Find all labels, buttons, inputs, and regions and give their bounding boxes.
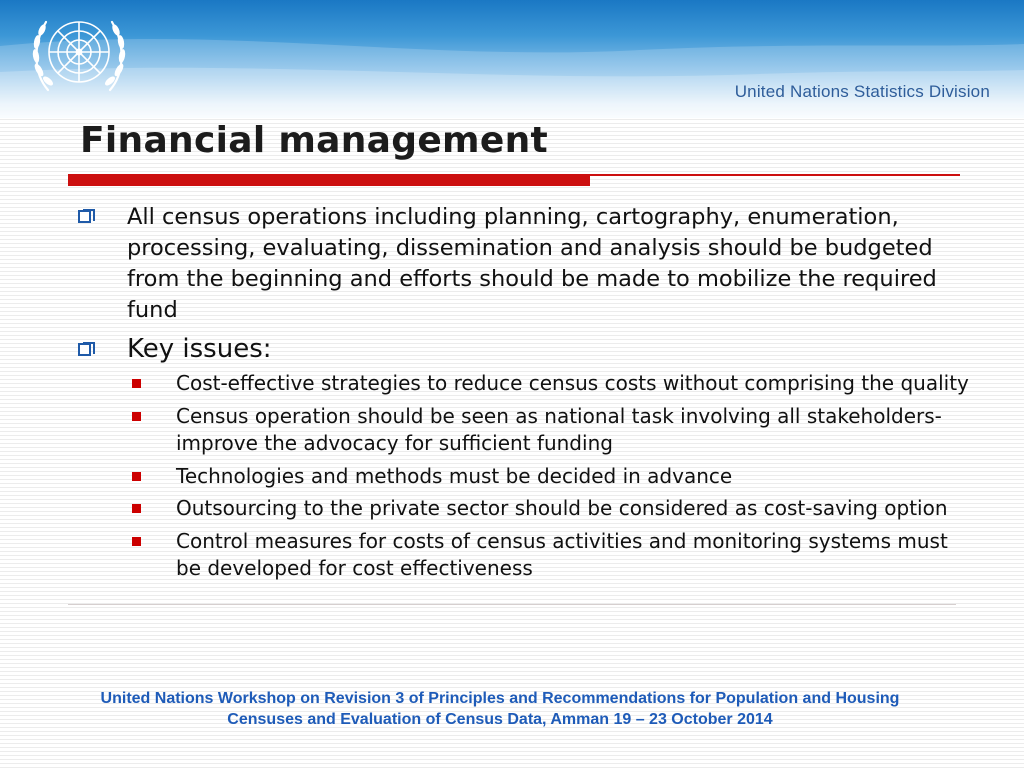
bullet-item [74,202,974,326]
sub-bullet-item [122,528,974,583]
square-bullet-icon [132,379,141,388]
sub-bullet-text: Cost-effective strategies to reduce census costs without comprising the quality [176,371,969,395]
sub-bullet-item [122,495,974,523]
sub-bullet-text: Control measures for costs of census activities and monitoring systems must be developed for cost effectiveness [176,528,948,580]
footer-line-1: United Nations Workshop on Revision 3 of Principles and Recommendations for Population and Housing [100,690,900,707]
square-bullet-icon [132,504,141,513]
un-emblem-icon [26,6,132,102]
sub-bullet-item [122,403,974,458]
organization-name: United Nations Statistics Division [734,82,990,101]
bottom-divider [68,604,956,605]
sub-bullet-item [122,370,974,398]
sub-bullet-list [122,370,974,583]
title-underline-line [590,174,960,176]
sub-bullet-text: Census operation should be seen as national task involving all stakeholders- improve the advocacy for sufficient funding [176,403,942,455]
square-bullet-icon [132,472,141,481]
footer-line-2: Censuses and Evaluation of Census Data, Amman 19 – 23 October 2014 [227,711,773,728]
slide-title: Financial management [80,120,549,161]
title-underline-bar [68,174,590,186]
slide-body [74,202,974,588]
sub-bullet-text: Technologies and methods must be decided in advance [176,463,733,488]
slide-header [0,0,1024,118]
slide-footer [0,688,1024,730]
checkbox-bullet-icon [78,343,91,356]
sub-bullet-item [122,463,974,491]
bullet-item [74,334,974,364]
square-bullet-icon [132,537,141,546]
bullet-text: All census operations including planning, cartography, enumeration, processing, evaluating, dissemination and analysis should be budgeted from the beginning and efforts should be made to mobilize the required fund [127,204,937,323]
sub-bullet-text: Outsourcing to the private sector should be considered as cost-saving option [176,496,948,520]
square-bullet-icon [132,412,141,421]
bullet-text: Key issues: [127,334,272,364]
checkbox-bullet-icon [78,210,91,223]
